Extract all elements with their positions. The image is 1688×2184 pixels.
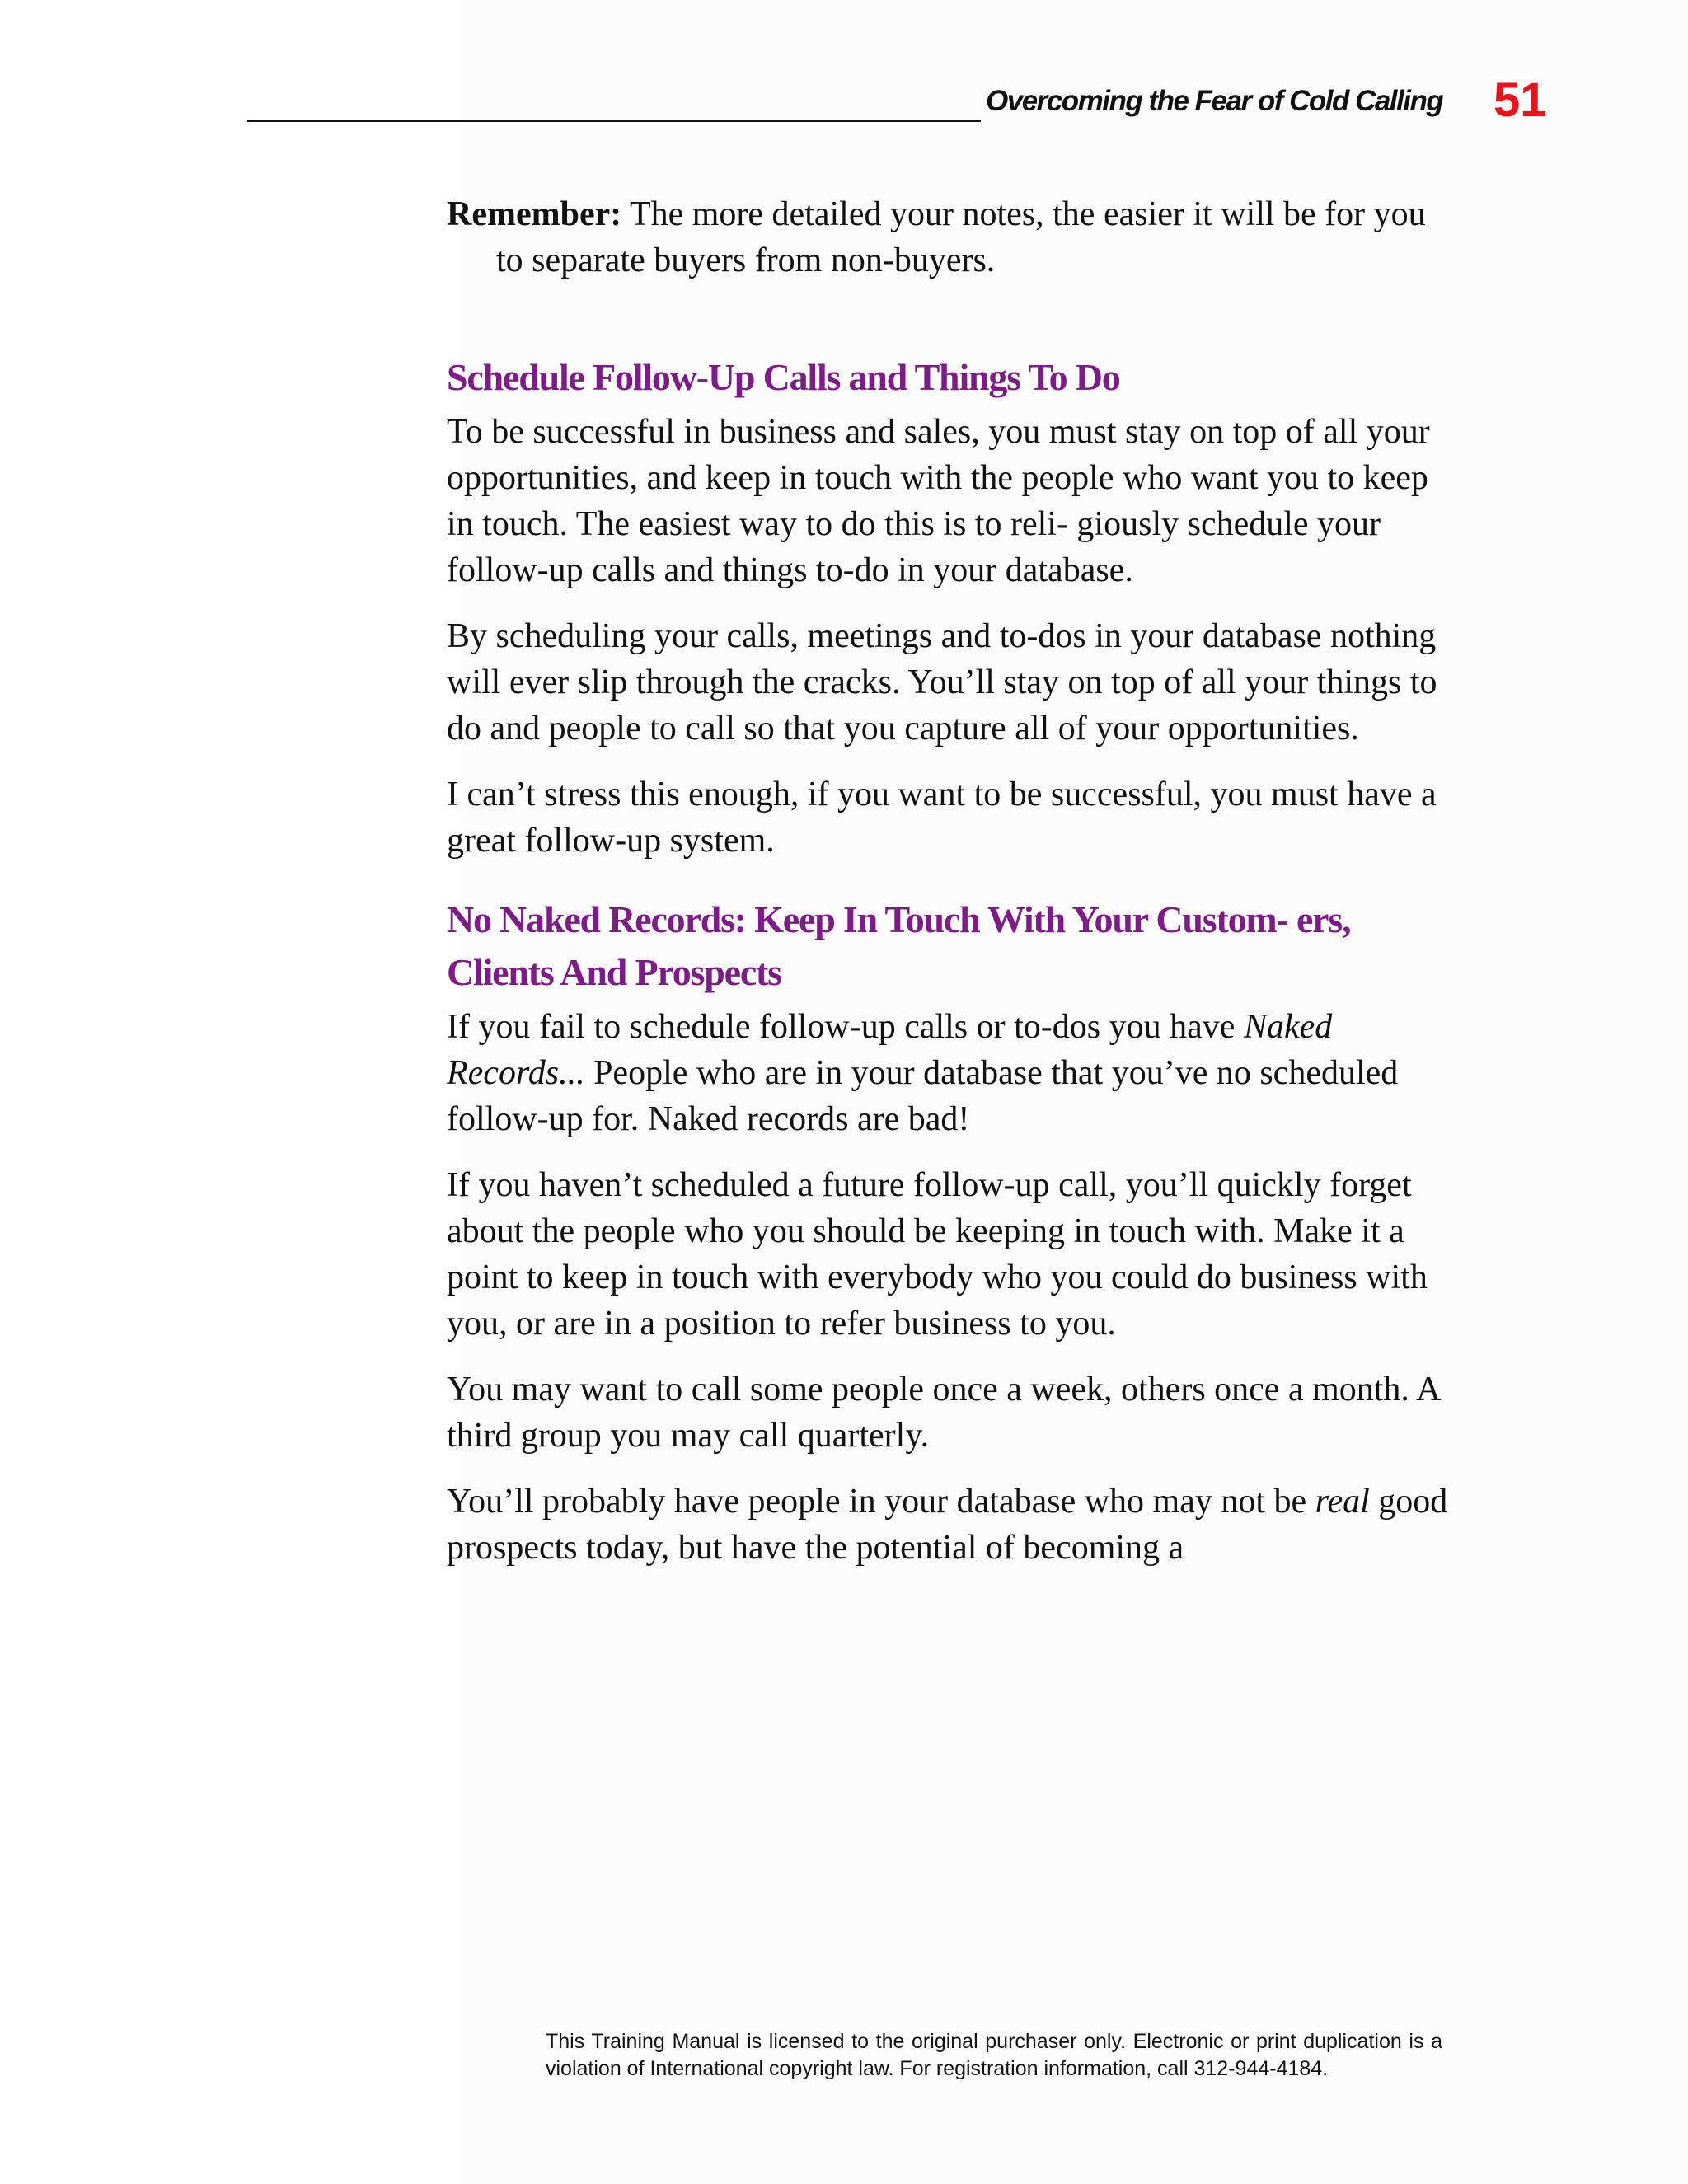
remember-label: Remember: (447, 195, 622, 233)
emphasis-naked-records: Naked Records... (447, 1008, 1333, 1092)
paragraph: To be successful in business and sales, you must stay on top of all your opportunities, and keep in touch with the people who want you to keep in touch. The easiest way to do this is to reli- giously schedule your follow-up calls and things to-do in your database. (447, 413, 1430, 589)
header-rule (247, 120, 981, 122)
paragraph: If you haven’t scheduled a future follow-up call, you’ll quickly forget about the people who you should be keeping in touch with. Make it a point to keep in touch with everybody who you could do business with you, or are in a position to refer business to you. (447, 1166, 1428, 1343)
text-run: People who are in your database that you’ve no scheduled follow-up for. Naked records are bad! (447, 1054, 1399, 1138)
section-heading-naked-records: No Naked Records: Keep In Touch With Your Custom- ers, Clients And Prospects (447, 898, 1351, 993)
license-footer: This Training Manual is licensed to the original purchaser only. Electronic or print duplication is a violation of International copyright law. For registration information, call 312-944-4184. (546, 2030, 1442, 2080)
running-title: Overcoming the Fear of Cold Calling (986, 85, 1443, 117)
remember-note (447, 191, 1452, 284)
page-content (447, 191, 1452, 1591)
page-number: 51 (1493, 73, 1547, 127)
paragraph: You may want to call some people once a week, others once a month. A third group you may call quarterly. (447, 1371, 1440, 1455)
remember-text: The more detailed your notes, the easier it will be for you to separate buyers from non-buyers. (496, 195, 1426, 279)
emphasis-real: real (1315, 1483, 1370, 1521)
paragraph (447, 1004, 1452, 1142)
paragraph: I can’t stress this enough, if you want to be successful, you must have a great follow-up system. (447, 776, 1437, 860)
section-heading-follow-up: Schedule Follow-Up Calls and Things To Do (447, 356, 1120, 398)
paragraph: By scheduling your calls, meetings and to-dos in your database nothing will ever slip through the cracks. You’ll stay on top of all your things to do and people to call so that you capture all of your opportunities. (447, 617, 1437, 748)
text-run: good prospects today, but have the potential of becoming a (447, 1483, 1448, 1567)
text-run: You’ll probably have people in your database who may not be (447, 1483, 1315, 1521)
paragraph (447, 1479, 1452, 1571)
text-run: If you fail to schedule follow-up calls or to-dos you have (447, 1008, 1244, 1046)
